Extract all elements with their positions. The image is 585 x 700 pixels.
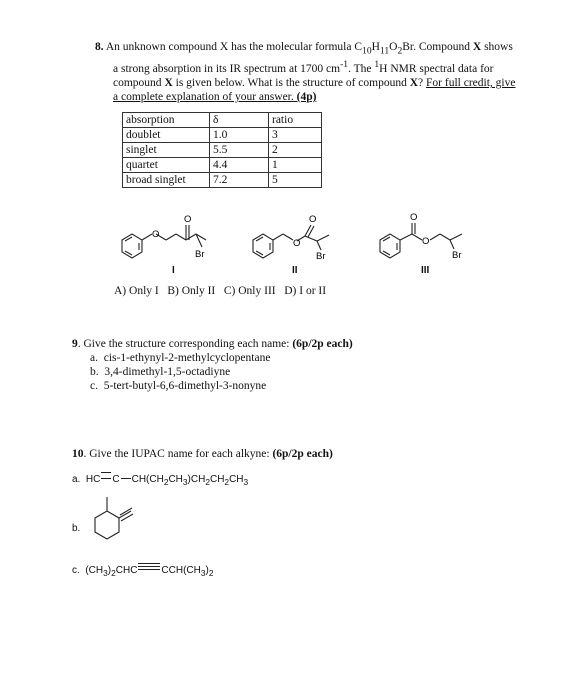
table-row (123, 128, 322, 143)
carbonyl-oxygen-label: O (184, 214, 192, 225)
table-cell: 5 (269, 173, 322, 188)
q8-text: . The (348, 63, 375, 76)
q8-text: H (371, 41, 380, 53)
q8-text: An unknown compound X has the molecular formula C (105, 41, 363, 53)
question-8 (95, 40, 545, 104)
structure-ii (245, 205, 345, 265)
subscript: 2 (205, 477, 210, 487)
subscript: 2 (111, 568, 116, 578)
triple-bond (101, 472, 111, 479)
subscript: 2 (397, 45, 403, 57)
q8-points: (4p) (293, 91, 317, 104)
q8-instruction: For full credit, give (426, 77, 516, 90)
table-cell: 1 (269, 158, 322, 173)
triple-bond (138, 563, 160, 570)
q10-number: 10 (72, 448, 84, 460)
compound-x: X (472, 41, 482, 53)
formula-part: CH (209, 474, 225, 485)
q8-text: a strong absorption in its IR spectrum at 1700 cm (113, 63, 341, 76)
q9-prompt (72, 337, 353, 351)
nmr-data-table (122, 112, 322, 188)
structure-i (112, 205, 222, 265)
q8-text: shows (481, 41, 513, 53)
table-header-row (123, 113, 322, 128)
formula-part: HC (85, 474, 101, 485)
structure-label-ii: II (292, 265, 298, 276)
q9-number: 9 (72, 338, 78, 350)
q8-text: H NMR spectral data for (379, 63, 494, 76)
subscript: 11 (379, 45, 390, 57)
superscript: 1 (374, 59, 380, 71)
table-cell: singlet (123, 143, 210, 158)
table-cell: 7.2 (210, 173, 269, 188)
table-cell: broad singlet (123, 173, 210, 188)
item-text: 3,4-dimethyl-1,5-octadiyne (104, 366, 231, 378)
table-header: absorption (123, 113, 210, 128)
formula-part: CH(CH (131, 474, 164, 485)
q8-text: is given below. What is the structure of compound (172, 77, 410, 90)
formula-part: )CH (187, 474, 206, 485)
list-item (90, 379, 353, 393)
q10a-formula (72, 474, 248, 487)
table-cell: 5.5 (210, 143, 269, 158)
table-row (123, 158, 322, 173)
formula-part: CCH(CH (161, 565, 201, 576)
q10b-structure (85, 490, 165, 550)
answer-choices: A) Only I B) Only II C) Only III D) I or II (114, 285, 327, 297)
bromine-label: Br (452, 250, 462, 261)
q9-list (72, 351, 353, 393)
item-letter: a. (72, 474, 81, 485)
q10c-formula (72, 565, 214, 578)
item-letter: c. (90, 380, 98, 392)
item-letter: a. (90, 352, 98, 364)
table-row (123, 143, 322, 158)
formula-part: CH (229, 474, 244, 485)
oxygen-label: O (152, 229, 160, 240)
subscript: 2 (208, 568, 214, 578)
table-header: ratio (269, 113, 322, 128)
q8-text: compound (113, 77, 165, 90)
table-row (123, 173, 322, 188)
question-10 (72, 448, 333, 460)
table-cell: 4.4 (210, 158, 269, 173)
list-item (90, 351, 353, 365)
q8-text: ? (418, 77, 427, 90)
q8-instruction: a complete explanation of your answer. (113, 91, 294, 104)
subscript: 2 (224, 477, 230, 487)
q8-number: 8. (95, 41, 104, 53)
carbonyl-oxygen-label: O (309, 214, 317, 225)
oxygen-label: O (422, 236, 430, 247)
item-text: cis-1-ethynyl-2-methylcyclopentane (103, 352, 271, 364)
bromine-label: Br (195, 249, 205, 260)
q10-points: (6p/2p each) (272, 448, 333, 460)
table-cell: quartet (123, 158, 210, 173)
table-cell: 1.0 (210, 128, 269, 143)
item-text: 5-tert-butyl-6,6-dimethyl-3-nonyne (103, 380, 267, 392)
q10b-letter: b. (72, 523, 81, 534)
q10-text: . Give the IUPAC name for each alkyne: (83, 448, 273, 460)
compound-x: X (409, 77, 419, 90)
table-cell: 2 (269, 143, 322, 158)
table-header: δ (210, 113, 269, 128)
single-bond (121, 478, 131, 479)
formula-part: ) (205, 565, 209, 576)
question-9 (72, 337, 353, 393)
item-letter: c. (72, 565, 80, 576)
subscript: 3 (200, 568, 206, 578)
q8-text: Br. Compound (402, 41, 473, 53)
formula-part: CHC (115, 565, 138, 576)
list-item (90, 365, 353, 379)
formula-part: C (112, 474, 120, 485)
q8-text: O (389, 41, 398, 53)
formula-part: ) (107, 565, 112, 576)
item-letter: b. (90, 366, 99, 378)
bromine-label: Br (316, 251, 326, 262)
superscript: -1 (340, 59, 349, 71)
q8-line4 (95, 90, 545, 104)
table-cell: doublet (123, 128, 210, 143)
subscript: 2 (163, 477, 169, 487)
structure-iii (372, 205, 477, 265)
oxygen-label: O (293, 238, 301, 249)
q9-text: . Give the structure corresponding each name: (77, 338, 293, 350)
structure-label-i: I (172, 265, 175, 276)
subscript: 3 (182, 477, 188, 487)
q8-line3 (95, 76, 545, 90)
q8-line1 (95, 40, 545, 58)
subscript: 10 (362, 45, 372, 57)
formula-part: CH (168, 474, 183, 485)
table-cell: 3 (269, 128, 322, 143)
subscript: 3 (103, 568, 108, 578)
compound-x: X (164, 77, 173, 90)
q9-points: (6p/2p each) (292, 338, 353, 350)
carbonyl-oxygen-label: O (410, 212, 418, 223)
subscript: 3 (243, 477, 249, 487)
q8-line2 (95, 58, 545, 76)
structure-label-iii: III (421, 265, 430, 276)
formula-part: (CH (85, 565, 104, 576)
